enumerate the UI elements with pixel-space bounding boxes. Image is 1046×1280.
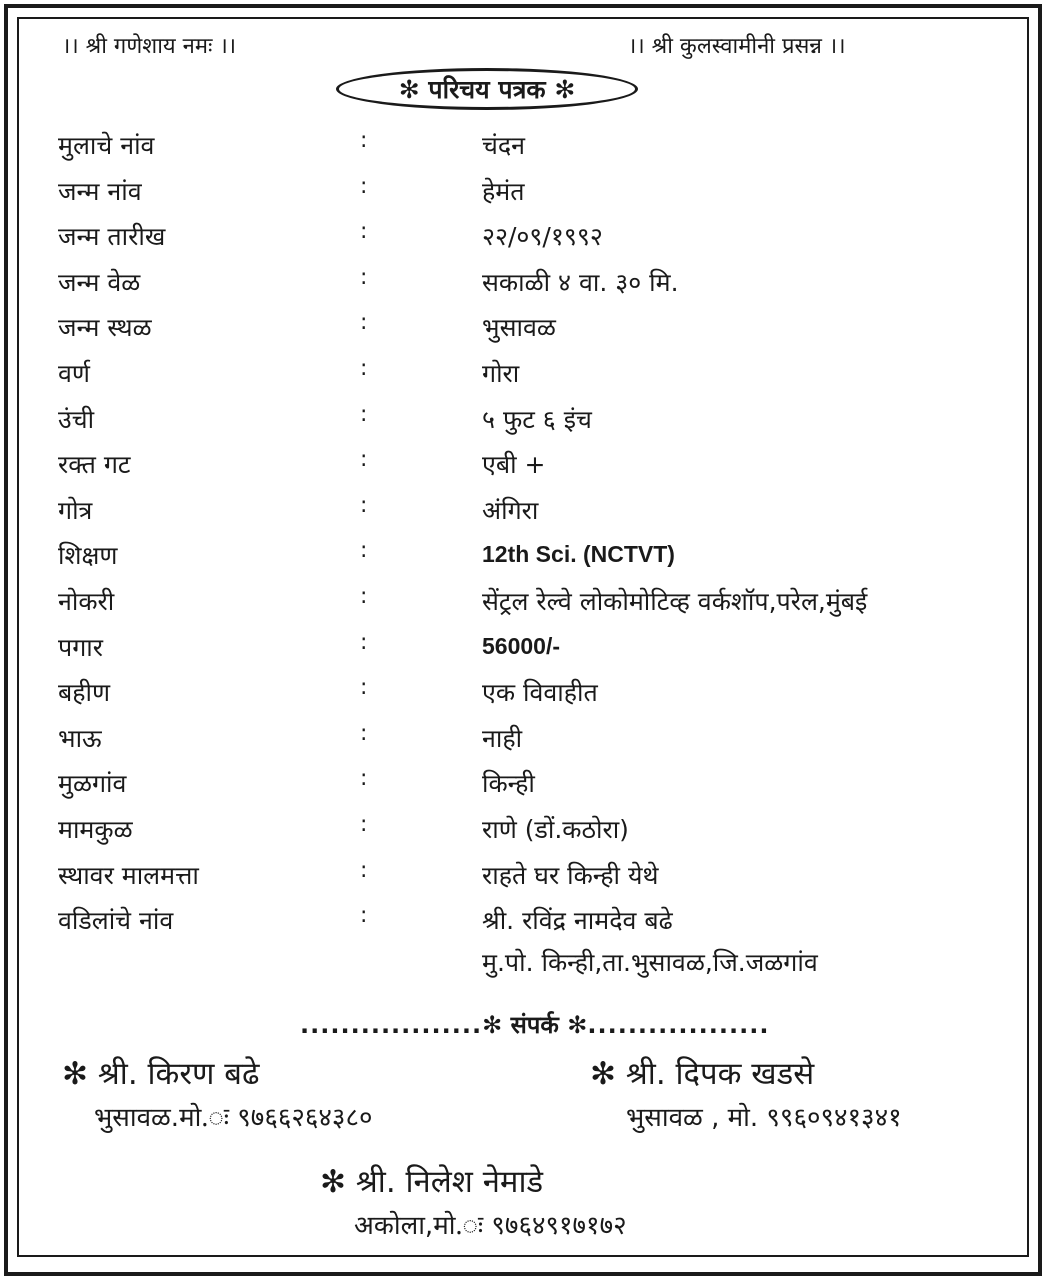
detail-label: स्थावर मालमत्ता (58, 860, 199, 890)
invocation-right: ।। श्री कुलस्वामीनी प्रसन्न ।। (628, 34, 846, 59)
detail-separator: : (360, 538, 368, 564)
contact-name-1 (62, 1052, 259, 1094)
detail-value: नाही (482, 723, 523, 753)
detail-label: जन्म तारीख (58, 222, 166, 252)
contact-title: संपर्क (510, 1010, 559, 1039)
detail-value: एबी + (482, 450, 546, 480)
star-icon: ✻ (590, 1056, 616, 1092)
detail-row (0, 675, 1046, 719)
detail-row (0, 858, 1046, 902)
detail-separator: : (360, 128, 368, 153)
contact-name-text: श्री. निलेश नेमाडे (355, 1164, 544, 1200)
detail-label: पगार (58, 632, 103, 662)
detail-separator: : (360, 173, 368, 199)
detail-value: श्री. रविंद्र नामदेव बढे (482, 906, 673, 936)
detail-row (0, 538, 1046, 582)
detail-label: जन्म नांव (58, 176, 142, 206)
detail-label: जन्म स्थळ (58, 313, 152, 343)
detail-separator: : (360, 401, 368, 427)
detail-row (0, 219, 1046, 263)
detail-row (0, 812, 1046, 856)
detail-row (0, 766, 1046, 810)
detail-value: २२/०९/१९९२ (482, 222, 603, 252)
detail-label: भाऊ (58, 723, 102, 753)
detail-value: सकाळी ४ वा. ३० मि. (482, 267, 679, 297)
contact-name-3 (320, 1160, 543, 1202)
detail-separator: : (360, 447, 368, 473)
contact-phone-2: भुसावळ , मो. ९९६०९४१३४१ (626, 1103, 902, 1133)
star-icon: ✻ (398, 74, 420, 104)
detail-row (0, 310, 1046, 354)
detail-label: उंची (58, 404, 95, 434)
detail-row (0, 174, 1046, 218)
contact-phone-3: अकोला,मो.ः ९७६४९१७१७२ (354, 1211, 627, 1241)
detail-row (0, 493, 1046, 537)
contact-phone-1: भुसावळ.मो.ः ९७६६२६४३८० (94, 1103, 373, 1133)
detail-label: नोकरी (58, 587, 115, 616)
detail-label: मुलाचे नांव (58, 131, 155, 160)
detail-value: 56000/- (482, 632, 561, 659)
contact-name-text: श्री. दिपक खडसे (625, 1056, 815, 1092)
detail-value: सेंट्रल रेल्वे लोकोमोटिव्ह वर्कशॉप,परेल,मुंबई (482, 587, 868, 616)
star-icon: ✻ (482, 1011, 503, 1039)
detail-separator: : (360, 492, 368, 518)
detail-row (0, 265, 1046, 309)
detail-value: ५ फुट ६ इंच (482, 404, 592, 434)
detail-separator: : (360, 766, 368, 792)
detail-label: मामकुळ (58, 815, 133, 844)
detail-value: एक विवाहीत (482, 678, 598, 708)
detail-value: हेमंत (482, 176, 525, 206)
title-oval (336, 68, 638, 110)
detail-row (0, 903, 1046, 947)
detail-value: राणे (डों.कठोरा) (482, 815, 629, 844)
detail-row (0, 630, 1046, 674)
detail-row (0, 721, 1046, 765)
detail-separator: : (360, 264, 368, 290)
detail-label: मुळगांव (58, 769, 127, 799)
detail-separator: : (360, 629, 368, 655)
contact-heading (300, 1008, 770, 1041)
detail-separator: : (360, 675, 368, 701)
star-icon: ✻ (567, 1011, 588, 1039)
detail-separator: : (360, 903, 368, 929)
detail-separator: : (360, 720, 368, 746)
detail-label: वडिलांचे नांव (58, 906, 174, 936)
contact-name-text: श्री. किरण बढे (97, 1056, 260, 1092)
detail-row (0, 447, 1046, 491)
detail-value: चंदन (482, 131, 526, 160)
detail-separator: : (360, 812, 368, 837)
detail-value: अंगिरा (482, 495, 539, 525)
detail-row (0, 402, 1046, 446)
detail-label: जन्म वेळ (58, 267, 141, 297)
detail-label: वर्ण (58, 359, 90, 388)
detail-value: किन्ही (482, 769, 535, 799)
detail-label: रक्त गट (58, 450, 131, 480)
detail-label: शिक्षण (58, 541, 118, 571)
detail-separator: : (360, 356, 368, 381)
detail-row (0, 584, 1046, 628)
detail-row (0, 356, 1046, 400)
star-icon: ✻ (320, 1164, 346, 1200)
detail-value: भुसावळ (482, 313, 556, 343)
detail-row (0, 128, 1046, 172)
contact-name-2 (590, 1052, 814, 1094)
detail-value: राहते घर किन्ही येथे (482, 860, 659, 890)
invocation-left: ।। श्री गणेशाय नमः ।। (62, 34, 237, 59)
detail-separator: : (360, 219, 368, 245)
page-title: परिचय पत्रक (428, 75, 546, 104)
detail-label: गोत्र (58, 495, 93, 525)
detail-label: बहीण (58, 678, 111, 708)
detail-value: गोरा (482, 359, 520, 388)
dots-divider-left: .................. (300, 1011, 483, 1039)
detail-separator: : (360, 584, 368, 609)
dots-divider-right: .................. (587, 1011, 770, 1039)
star-icon: ✻ (62, 1056, 88, 1092)
detail-value: 12th Sci. (NCTVT) (482, 541, 675, 568)
detail-separator: : (360, 857, 368, 883)
star-icon: ✻ (554, 74, 576, 104)
detail-separator: : (360, 310, 368, 336)
father-address: मु.पो. किन्ही,ता.भुसावळ,जि.जळगांव (482, 948, 818, 977)
